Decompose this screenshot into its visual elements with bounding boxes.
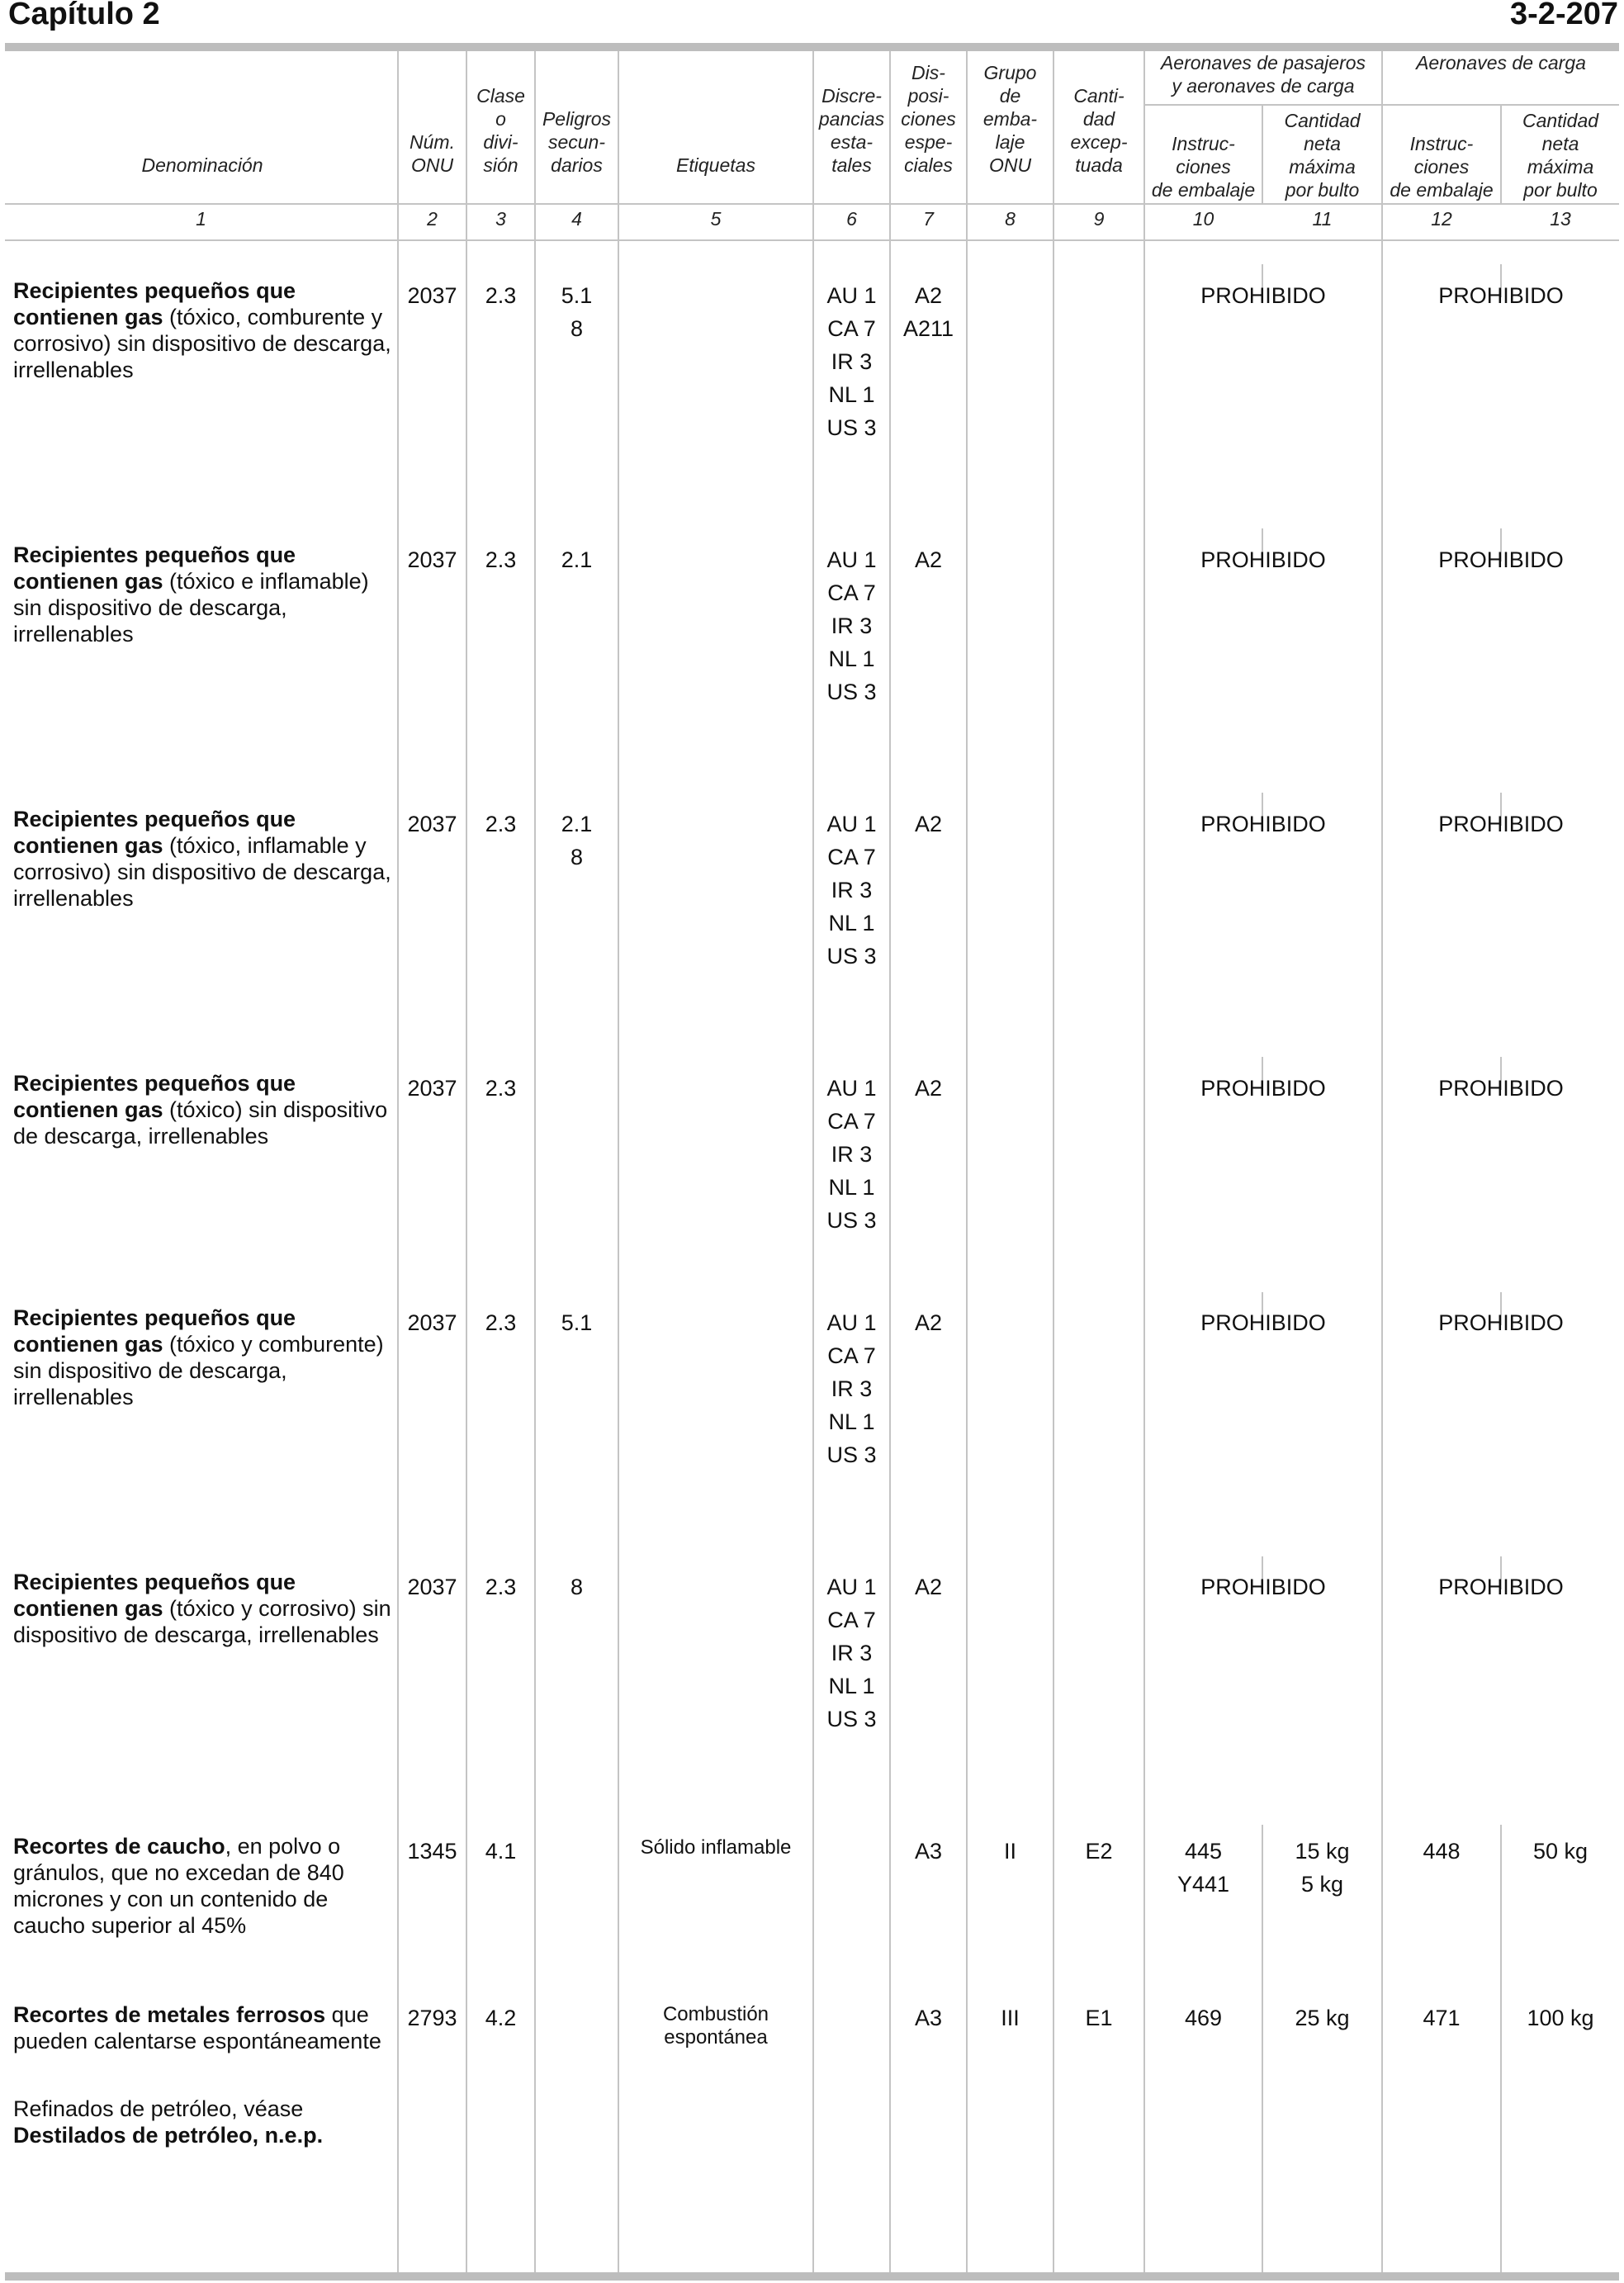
excepted-quantity: E2 <box>1085 1839 1113 1864</box>
secondary-hazards: 8 <box>570 1575 584 1599</box>
special-provisions: A2 <box>914 1310 943 1335</box>
un-number: 2037 <box>407 812 457 836</box>
col-number: 1 <box>196 208 206 230</box>
packing-instruction-cargo: 448 <box>1423 1839 1461 1864</box>
row-description <box>13 1305 391 1410</box>
max-quantity-passenger: 25 kg <box>1295 2006 1350 2030</box>
cargo-status: PROHIBIDO <box>1438 812 1564 836</box>
col-number: 13 <box>1550 208 1571 230</box>
passenger-status: PROHIBIDO <box>1200 812 1326 836</box>
header-clase: Clase o divi- sión <box>476 85 525 176</box>
class-division: 2.3 <box>485 812 517 836</box>
row-name-rest: (tóxico y corrosivo) sin dispositivo de descarga, irrellenables <box>13 1596 391 1647</box>
cross-reference-target: Destilados de petróleo, n.e.p. <box>13 2123 324 2148</box>
row-name-bold: Recortes de caucho <box>13 1834 225 1859</box>
un-number: 2793 <box>407 2006 457 2030</box>
class-division: 2.3 <box>485 547 517 572</box>
chapter-title: Capítulo 2 <box>8 0 160 31</box>
header-group-passenger: Aeronaves de pasajeros y aeronaves de carga <box>1160 52 1366 97</box>
hazard-label: Combustión espontánea <box>662 2003 769 2049</box>
header-grupo-embalaje: Grupo de emba- laje ONU <box>982 62 1038 176</box>
cross-reference <box>13 2096 391 2148</box>
col-number: 9 <box>1093 208 1105 230</box>
un-number: 2037 <box>407 1310 457 1335</box>
col-number: 6 <box>846 208 857 230</box>
row-name-rest: (tóxico, comburente y corrosivo) sin dispositivo de descarga, irrellenables <box>13 305 391 382</box>
cargo-status: PROHIBIDO <box>1438 547 1564 572</box>
header-group-cargo: Aeronaves de carga <box>1416 52 1586 73</box>
max-quantity-cargo: 50 kg <box>1532 1839 1588 1864</box>
class-division: 4.2 <box>485 2006 517 2030</box>
divider <box>1500 1825 1502 2272</box>
excepted-quantity: E1 <box>1085 2006 1113 2030</box>
col-number: 12 <box>1431 208 1452 230</box>
row-description <box>13 542 391 647</box>
col-number: 3 <box>495 208 506 230</box>
row-name-bold: Recipientes pequeños que contienen gas <box>13 807 296 858</box>
page-header <box>0 0 1624 43</box>
packing-group: III <box>1001 2006 1020 2030</box>
un-number: 2037 <box>407 1575 457 1599</box>
page-number: 3-2-207 <box>1510 0 1618 31</box>
divider <box>966 51 968 2272</box>
row-name-bold: Recipientes pequeños que contienen gas <box>13 542 296 594</box>
state-variations: AU 1 CA 7 IR 3 NL 1 US 3 <box>826 1076 877 1233</box>
class-division: 2.3 <box>485 1310 517 1335</box>
header-disposiciones: Dis- posi- ciones espe- ciales <box>901 62 956 176</box>
cross-reference-text: Refinados de petróleo, véase <box>13 2096 304 2121</box>
row-name-rest: , en polvo o gránulos, que no excedan de 840 micrones y con un contenido de caucho superior al 45% <box>13 1834 344 1938</box>
special-provisions: A3 <box>914 2006 943 2030</box>
top-rule <box>5 43 1619 51</box>
divider <box>1143 51 1145 2272</box>
cargo-status: PROHIBIDO <box>1438 1076 1564 1101</box>
divider <box>1381 51 1383 2272</box>
class-division: 2.3 <box>485 1575 517 1599</box>
col-number: 2 <box>427 208 438 230</box>
special-provisions: A2 <box>914 1076 943 1101</box>
state-variations: AU 1 CA 7 IR 3 NL 1 US 3 <box>826 812 877 969</box>
packing-group: II <box>1003 1839 1016 1864</box>
row-description <box>13 806 391 912</box>
secondary-hazards: 2.1 <box>561 547 593 572</box>
secondary-hazards: 2.1 8 <box>561 812 593 869</box>
col-number: 11 <box>1312 208 1333 230</box>
col-number: 8 <box>1005 208 1016 230</box>
row-name-rest: que pueden calentarse espontáneamente <box>13 2002 381 2053</box>
hazard-label: Sólido inflamable <box>640 1836 792 1859</box>
special-provisions: A3 <box>914 1839 943 1864</box>
state-variations: AU 1 CA 7 IR 3 NL 1 US 3 <box>826 1575 877 1731</box>
bottom-rule <box>5 2272 1619 2281</box>
header-etiquetas: Etiquetas <box>676 154 755 176</box>
row-name-bold: Recortes de metales ferrosos <box>13 2002 326 2027</box>
row-description <box>13 1070 391 1149</box>
divider <box>5 239 1619 241</box>
divider <box>5 203 1619 205</box>
secondary-hazards: 5.1 <box>561 1310 593 1335</box>
row-name-rest: (tóxico, inflamable y corrosivo) sin dispositivo de descarga, irrellenables <box>13 833 391 911</box>
passenger-status: PROHIBIDO <box>1200 283 1326 308</box>
row-name-rest: (tóxico e inflamable) sin dispositivo de descarga, irrellenables <box>13 569 369 647</box>
header-num-onu: Núm. ONU <box>410 131 455 176</box>
passenger-status: PROHIBIDO <box>1200 1076 1326 1101</box>
header-denominacion: Denominación <box>141 154 263 176</box>
class-division: 4.1 <box>485 1839 517 1864</box>
col-number: 10 <box>1192 208 1214 230</box>
divider <box>618 51 619 2272</box>
cargo-status: PROHIBIDO <box>1438 1575 1564 1599</box>
passenger-status: PROHIBIDO <box>1200 547 1326 572</box>
cargo-status: PROHIBIDO <box>1438 1310 1564 1335</box>
packing-instruction-passenger: 469 <box>1184 2006 1223 2030</box>
secondary-hazards: 5.1 8 <box>561 283 593 341</box>
divider <box>889 51 891 2272</box>
row-name-bold: Recipientes pequeños que contienen gas <box>13 1071 296 1122</box>
packing-instruction-cargo: 471 <box>1423 2006 1461 2030</box>
state-variations: AU 1 CA 7 IR 3 NL 1 US 3 <box>826 547 877 704</box>
un-number: 2037 <box>407 547 457 572</box>
state-variations: AU 1 CA 7 IR 3 NL 1 US 3 <box>826 1310 877 1467</box>
class-division: 2.3 <box>485 1076 517 1101</box>
state-variations: AU 1 CA 7 IR 3 NL 1 US 3 <box>826 283 877 440</box>
un-number: 2037 <box>407 283 457 308</box>
row-name-bold: Recipientes pequeños que contienen gas <box>13 278 296 329</box>
passenger-status: PROHIBIDO <box>1200 1310 1326 1335</box>
col-number: 4 <box>571 208 582 230</box>
header-instrucciones-pass: Instruc- ciones de embalaje <box>1151 133 1256 201</box>
header-instrucciones-cargo: Instruc- ciones de embalaje <box>1390 133 1494 201</box>
col-number: 5 <box>710 208 722 230</box>
col-number: 7 <box>923 208 934 230</box>
divider <box>1143 104 1619 106</box>
un-number: 2037 <box>407 1076 457 1101</box>
passenger-status: PROHIBIDO <box>1200 1575 1326 1599</box>
row-name-bold: Recipientes pequeños que contienen gas <box>13 1570 296 1621</box>
special-provisions: A2 <box>914 547 943 572</box>
max-quantity-cargo: 100 kg <box>1527 2006 1594 2030</box>
divider <box>397 51 399 2272</box>
row-description <box>13 1569 391 1648</box>
header-peligros: Peligros secun- darios <box>542 108 612 176</box>
divider <box>534 51 536 2272</box>
class-division: 2.3 <box>485 283 517 308</box>
packing-instruction-passenger: 445 Y441 <box>1177 1839 1230 1897</box>
un-number: 1345 <box>407 1839 457 1864</box>
special-provisions: A2 <box>914 812 943 836</box>
row-name-rest: (tóxico) sin dispositivo de descarga, irrellenables <box>13 1097 388 1149</box>
row-description <box>13 2001 391 2054</box>
header-cantidad-pass: Cantidad neta máxima por bulto <box>1284 110 1361 201</box>
special-provisions: A2 <box>914 1575 943 1599</box>
header-discrepancias: Discre- pancias esta- tales <box>818 85 885 176</box>
header-cantidad-cargo: Cantidad neta máxima por bulto <box>1522 110 1599 201</box>
row-name-bold: Recipientes pequeños que contienen gas <box>13 1305 296 1357</box>
row-name-rest: (tóxico y comburente) sin dispositivo de descarga, irrellenables <box>13 1332 384 1409</box>
max-quantity-passenger: 15 kg 5 kg <box>1295 1839 1350 1897</box>
divider <box>1053 51 1054 2272</box>
header-cantidad-exceptuada: Canti- dad excep- tuada <box>1070 85 1128 176</box>
cargo-status: PROHIBIDO <box>1438 283 1564 308</box>
special-provisions: A2 A211 <box>902 283 954 341</box>
row-description <box>13 1833 391 1939</box>
divider <box>466 51 467 2272</box>
row-description <box>13 277 391 383</box>
